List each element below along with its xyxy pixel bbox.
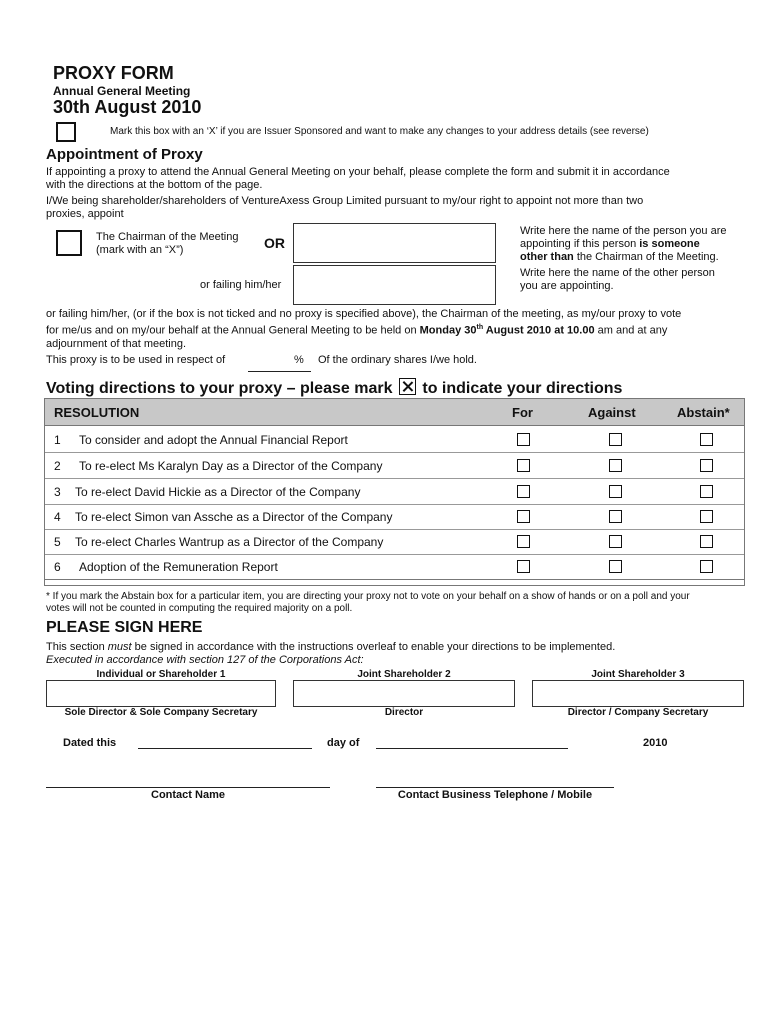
col-resolution: RESOLUTION bbox=[54, 405, 140, 420]
meeting-date: 30th August 2010 bbox=[53, 97, 202, 117]
abstain-footnote: * If you mark the Abstain box for a particular item, you are directing your proxy not to vote on your behalf on a show of hands or on a poll and your votes will not be counted in computing the required majority on a poll. bbox=[46, 591, 690, 614]
appointment-heading: Appointment of Proxy bbox=[46, 146, 203, 163]
against-checkbox-4[interactable] bbox=[609, 510, 622, 523]
form-subtitle: Annual General Meeting bbox=[53, 84, 191, 98]
for-checkbox-6[interactable] bbox=[517, 560, 530, 573]
abstain-checkbox-2[interactable] bbox=[700, 459, 713, 472]
failing-label: or failing him/her bbox=[200, 279, 282, 291]
resolution-row-3: 3 To re-elect David Hickie as a Director of the Company bbox=[45, 479, 744, 505]
against-checkbox-5[interactable] bbox=[609, 535, 622, 548]
resolution-row-2: 2 To re-elect Ms Karalyn Day as a Director of the Company bbox=[45, 453, 744, 479]
voting-table-header bbox=[45, 399, 744, 426]
resolution-row-6: 6 Adoption of the Remuneration Report bbox=[45, 554, 744, 580]
col-abstain: Abstain* bbox=[677, 405, 730, 420]
label-joint-shareholder-2: Joint Shareholder 2 bbox=[357, 669, 451, 680]
contact-name-input[interactable] bbox=[46, 787, 330, 788]
for-checkbox-2[interactable] bbox=[517, 459, 530, 472]
label-director-secretary: Director / Company Secretary bbox=[567, 707, 709, 718]
percentage-input[interactable] bbox=[248, 371, 311, 372]
label-director: Director bbox=[384, 707, 424, 718]
label-sole-director: Sole Director & Sole Company Secretary bbox=[64, 707, 258, 718]
signature-box-1[interactable] bbox=[46, 680, 276, 707]
label-shareholder-1: Individual or Shareholder 1 bbox=[96, 669, 226, 680]
voting-table bbox=[44, 398, 745, 586]
dated-month-input[interactable] bbox=[376, 748, 568, 749]
form-title: PROXY FORM bbox=[53, 63, 174, 83]
x-box-icon bbox=[399, 378, 416, 395]
contact-name-label: Contact Name bbox=[151, 789, 225, 801]
abstain-checkbox-6[interactable] bbox=[700, 560, 713, 573]
col-for: For bbox=[512, 405, 533, 420]
proxy-authority-text: or failing him/her, (or if the box is not ticked and no proxy is specified above), the Chairman of the meeting, as my/our proxy to vote for me/us and on my/our behalf at the Annual General Meeting to be held on Monday 30th August 2010 at 10.00 am and at any adjournment of that meeting. bbox=[46, 308, 682, 350]
against-checkbox-2[interactable] bbox=[609, 459, 622, 472]
dated-label: Dated this bbox=[63, 737, 117, 749]
appointment-instructions: If appointing a proxy to attend the Annual General Meeting on your behalf, please complete the form and submit it in accordance with the directions at the bottom of the page. bbox=[46, 166, 670, 191]
or-label: OR bbox=[264, 235, 285, 251]
against-checkbox-6[interactable] bbox=[609, 560, 622, 573]
for-checkbox-4[interactable] bbox=[517, 510, 530, 523]
chairman-label: The Chairman of the Meeting (mark with an “X”) bbox=[96, 231, 239, 256]
resolution-row-1: 1 To consider and adopt the Annual Financial Report bbox=[45, 427, 744, 453]
alternate-proxy-name-input[interactable] bbox=[293, 265, 496, 305]
sign-heading: PLEASE SIGN HERE bbox=[46, 619, 203, 636]
resolution-row-5: 5 To re-elect Charles Wantrup as a Director of the Company bbox=[45, 529, 744, 555]
signature-box-3[interactable] bbox=[532, 680, 744, 707]
day-of-label: day of bbox=[327, 737, 360, 749]
chairman-checkbox[interactable] bbox=[56, 230, 82, 256]
shares-label: Of the ordinary shares I/we hold. bbox=[318, 354, 477, 366]
label-joint-shareholder-3: Joint Shareholder 3 bbox=[591, 669, 685, 680]
abstain-checkbox-5[interactable] bbox=[700, 535, 713, 548]
contact-phone-input[interactable] bbox=[376, 787, 614, 788]
abstain-checkbox-1[interactable] bbox=[700, 433, 713, 446]
proxy-name-note: Write here the name of the person you are appointing if this person is someone other than the Chairman of the Meeting. bbox=[520, 225, 727, 263]
percent-symbol: % bbox=[294, 354, 304, 366]
signature-box-2[interactable] bbox=[293, 680, 515, 707]
dated-day-input[interactable] bbox=[138, 748, 312, 749]
against-checkbox-1[interactable] bbox=[609, 433, 622, 446]
year-label: 2010 bbox=[643, 737, 668, 749]
col-against: Against bbox=[588, 405, 636, 420]
shareholder-statement: I/We being shareholder/shareholders of VentureAxess Group Limited pursuant to my/our right to appoint not more than two proxies, appoint bbox=[46, 195, 644, 220]
for-checkbox-3[interactable] bbox=[517, 485, 530, 498]
proxy-name-input[interactable] bbox=[293, 223, 496, 263]
for-checkbox-5[interactable] bbox=[517, 535, 530, 548]
voting-heading: Voting directions to your proxy – please mark to indicate your directions bbox=[46, 380, 623, 397]
alternate-proxy-note: Write here the name of the other person you are appointing. bbox=[520, 267, 715, 292]
against-checkbox-3[interactable] bbox=[609, 485, 622, 498]
contact-phone-label: Contact Business Telephone / Mobile bbox=[397, 789, 593, 801]
respect-label: This proxy is to be used in respect of bbox=[46, 354, 226, 366]
for-checkbox-1[interactable] bbox=[517, 433, 530, 446]
abstain-checkbox-4[interactable] bbox=[700, 510, 713, 523]
sign-instructions: This section must be signed in accordance with the instructions overleaf to enable your directions to be implemented. Executed in accordance with section 127 of the Corporations Act: bbox=[46, 641, 616, 666]
resolution-row-4: 4 To re-elect Simon van Assche as a Director of the Company bbox=[45, 504, 744, 530]
issuer-sponsored-checkbox[interactable] bbox=[56, 122, 76, 142]
abstain-checkbox-3[interactable] bbox=[700, 485, 713, 498]
issuer-note: Mark this box with an ‘X’ if you are Issuer Sponsored and want to make any changes to your address details (see reverse) bbox=[110, 126, 649, 137]
